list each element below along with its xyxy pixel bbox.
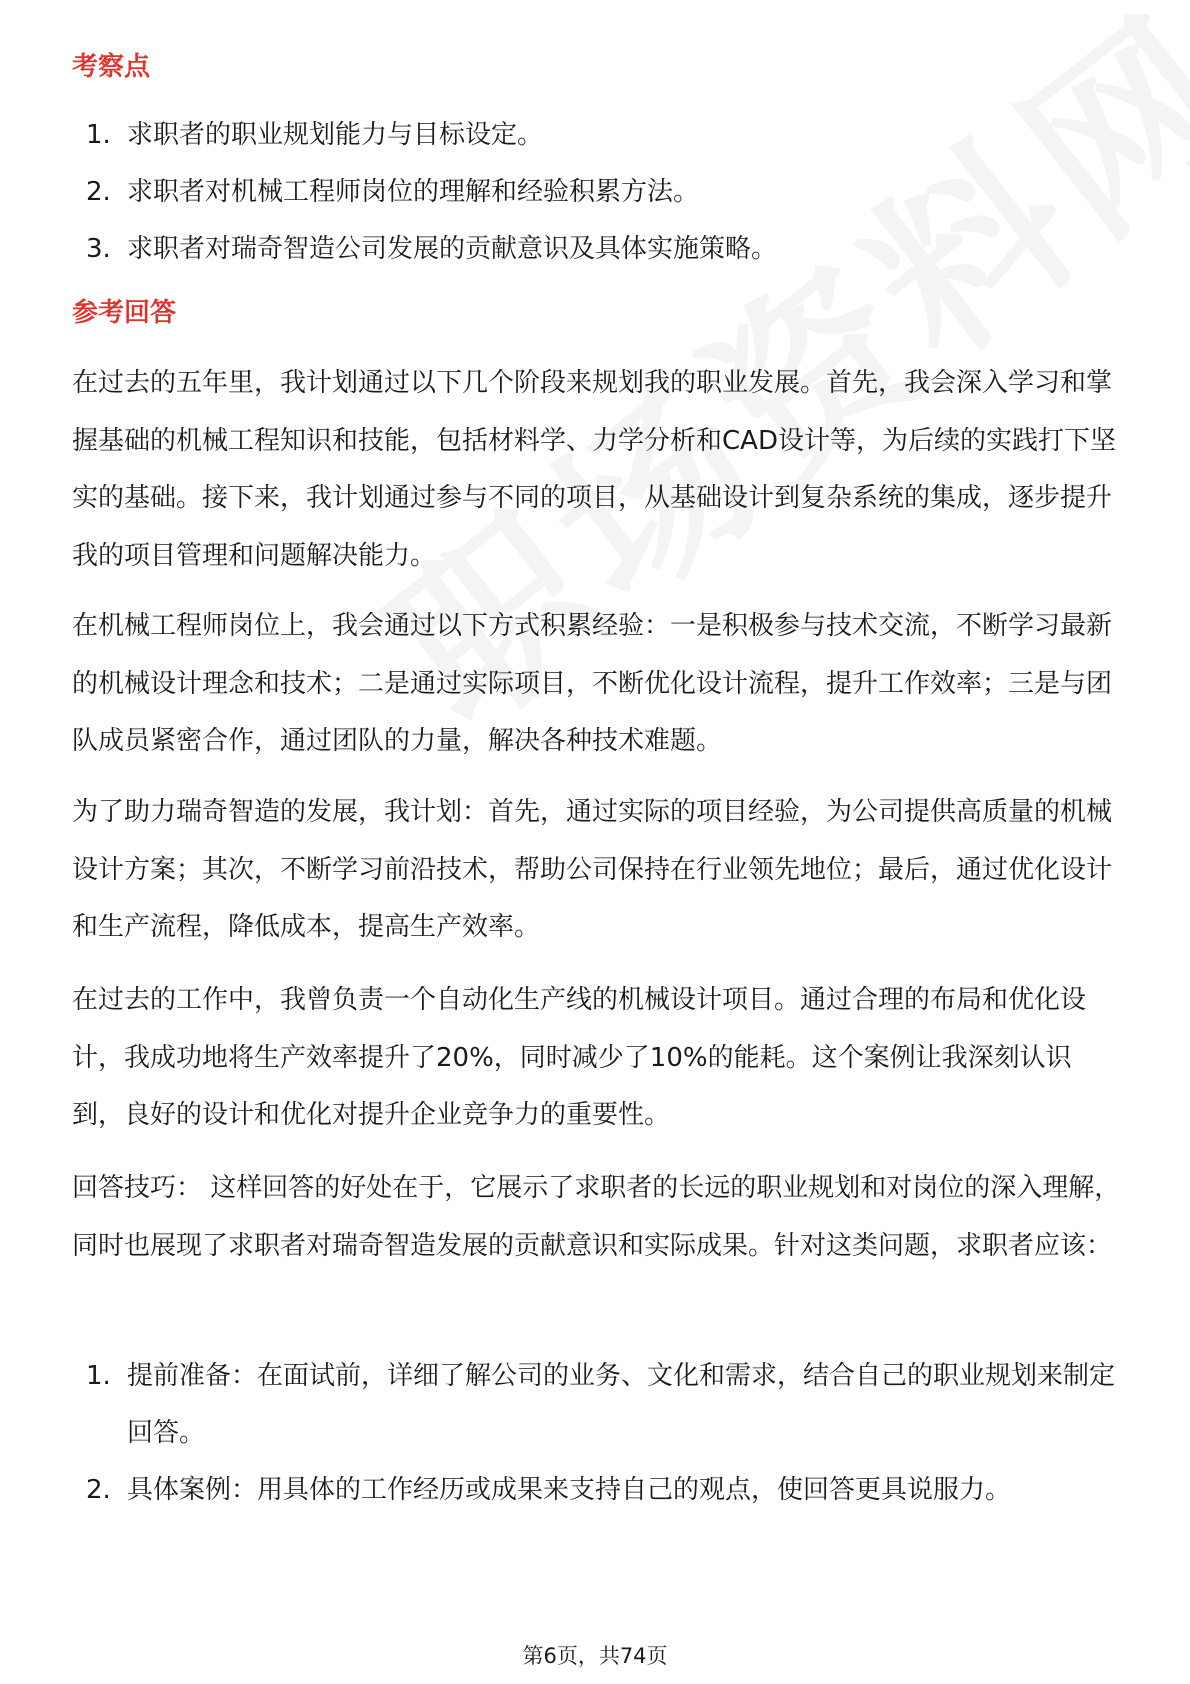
answer-paragraph-4: 在过去的工作中，我曾负责一个自动化生产线的机械设计项目。通过合理的布局和优化设计，我成功地将生产效率提升了20%，同时减少了10%的能耗。这个案例让我深刻认识到，良好的设计和优化对提升企业竞争力的重要性。 — [72, 985, 1087, 1130]
list-number: 2. — [86, 177, 111, 207]
exam-points-heading: 考察点 — [72, 52, 151, 82]
answer-paragraph-1: 在过去的五年里，我计划通过以下几个阶段来规划我的职业发展。首先，我会深入学习和掌握基础的机械工程知识和技能，包括材料学、力学分析和CAD设计等，为后续的实践打下坚实的基础。接下来，我计划通过参与不同的项目，从基础设计到复杂系统的集成，逐步提升我的项目管理和问题解决能力。 — [72, 368, 1116, 571]
answer-paragraph-3: 为了助力瑞奇智造的发展，我计划：首先，通过实际的项目经验，为公司提供高质量的机械设计方案；其次，不断学习前沿技术，帮助公司保持在行业领先地位；最后，通过优化设计和生产流程，降低成本，提高生产效率。 — [72, 797, 1113, 942]
answer-paragraph-2: 在机械工程师岗位上，我会通过以下方式积累经验：一是积极参与技术交流，不断学习最新的机械设计理念和技术；二是通过实际项目，不断优化设计流程，提升工作效率；三是与团队成员紧密合作，通过团队的力量，解决各种技术难题。 — [72, 611, 1113, 756]
list-number: 2. — [86, 1475, 111, 1505]
list-number: 1. — [86, 1361, 111, 1391]
list-text: 提前准备：在面试前，详细了解公司的业务、文化和需求，结合自己的职业规划来制定回答。 — [127, 1361, 1116, 1448]
list-text: 具体案例：用具体的工作经历或成果来支持自己的观点，使回答更具说服力。 — [127, 1475, 1012, 1505]
list-text: 求职者的职业规划能力与目标设定。 — [127, 120, 544, 150]
list-item — [72, 221, 1122, 278]
answer-heading: 参考回答 — [72, 298, 177, 328]
exam-points-list — [72, 107, 1122, 278]
list-item — [72, 164, 1122, 221]
page-number: 第6页，共74页 — [522, 1644, 668, 1668]
answer-tips-paragraph: 回答技巧： 这样回答的好处在于，它展示了求职者的长远的职业规划和对岗位的深入理解，同时也展现了求职者对瑞奇智造发展的贡献意识和实际成果。针对这类问题，求职者应该： — [72, 1173, 1121, 1261]
list-number: 1. — [86, 120, 111, 150]
list-text: 求职者对机械工程师岗位的理解和经验积累方法。 — [127, 177, 700, 207]
list-text: 求职者对瑞奇智造公司发展的贡献意识及具体实施策略。 — [127, 234, 778, 264]
list-item — [72, 1348, 1122, 1462]
list-item — [72, 107, 1122, 164]
list-item — [72, 1462, 1122, 1519]
tips-list — [72, 1348, 1122, 1519]
list-number: 3. — [86, 234, 111, 264]
